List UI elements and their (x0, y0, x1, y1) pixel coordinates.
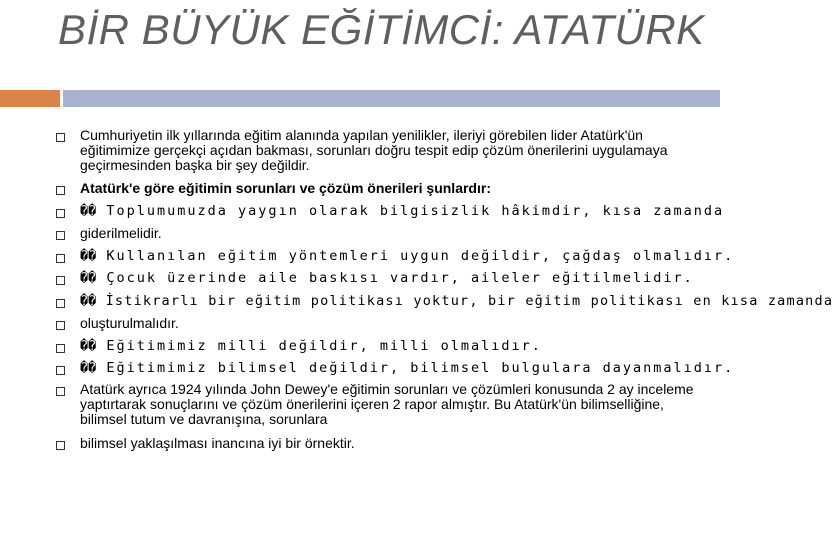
item-prefix: �� (80, 248, 97, 264)
item-prefix: �� (80, 338, 97, 354)
item-text: giderilmelidir. (80, 225, 162, 241)
square-bullet-icon (56, 299, 65, 308)
item-text (80, 271, 730, 285)
square-bullet-icon (56, 441, 65, 450)
square-bullet-icon (56, 344, 65, 353)
item-body: İstikrarlı bir eğitim politikası yoktur, bir eğitim politikası en kısa zamanda (96, 293, 833, 309)
item-text (80, 248, 735, 264)
square-bullet-icon (56, 133, 65, 142)
item-prefix: �� (80, 270, 97, 286)
item-body: Eğitimimiz bilimsel değildir, bilimsel bulgulara dayanmalıdır. (96, 360, 735, 376)
square-bullet-icon (56, 209, 65, 218)
item-body: Kullanılan eğitim yöntemleri uygun değildir, çağdaş olmalıdır. (96, 248, 735, 264)
item-text: bilimsel yaklaşılması inancına iyi bir örnektir. (80, 435, 355, 451)
item-text (80, 204, 730, 218)
item-text: Atatürk ayrıca 1924 yılında John Dewey'e eğitimin sorunları ve çözümleri konusunda 2 ay inceleme yaptırtarak sonuçlarını ve çözüm önerilerini içeren 2 rapor almıştır. Bu Atatürk'ün bilimselliğine, bilimsel tutum ve davranışına, sorunlara (80, 381, 698, 427)
square-bullet-icon (56, 276, 65, 285)
square-bullet-icon (56, 366, 65, 375)
item-text (80, 293, 833, 309)
item-text: Atatürk'e göre eğitimin sorunları ve çözüm önerileri şunlardır: (80, 180, 491, 196)
square-bullet-icon (56, 387, 65, 396)
item-text: oluşturulmalıdır. (80, 315, 179, 331)
item-body: Çocuk üzerinde aile baskısı vardır, aileler eğitilmelidir. (96, 270, 694, 286)
square-bullet-icon (56, 186, 65, 195)
item-text (80, 360, 735, 376)
square-bullet-icon (56, 231, 65, 240)
square-bullet-icon (56, 321, 65, 330)
item-body: Toplumumuzda yaygın olarak bilgisizlik hâkimdir, kısa zamanda (96, 203, 725, 219)
item-prefix: �� (80, 360, 97, 376)
item-text (80, 339, 730, 353)
square-bullet-icon (56, 254, 65, 263)
item-text: Cumhuriyetin ilk yıllarında eğitim alanında yapılan yenilikler, ileriyi görebilen lider Atatürk'ün eğitimimize gerçekçi açıdan bakması, sorunları doğru tespit edip çözüm önerilerini uygulamaya geçirmesinden başka bir şey değildir. (80, 127, 672, 173)
item-prefix: �� (80, 203, 97, 219)
slide-title: BİR BÜYÜK EĞİTİMCİ: ATATÜRK (58, 6, 705, 53)
item-body: Eğitimimiz milli değildir, milli olmalıdır. (96, 338, 542, 354)
item-prefix: �� (80, 293, 97, 309)
